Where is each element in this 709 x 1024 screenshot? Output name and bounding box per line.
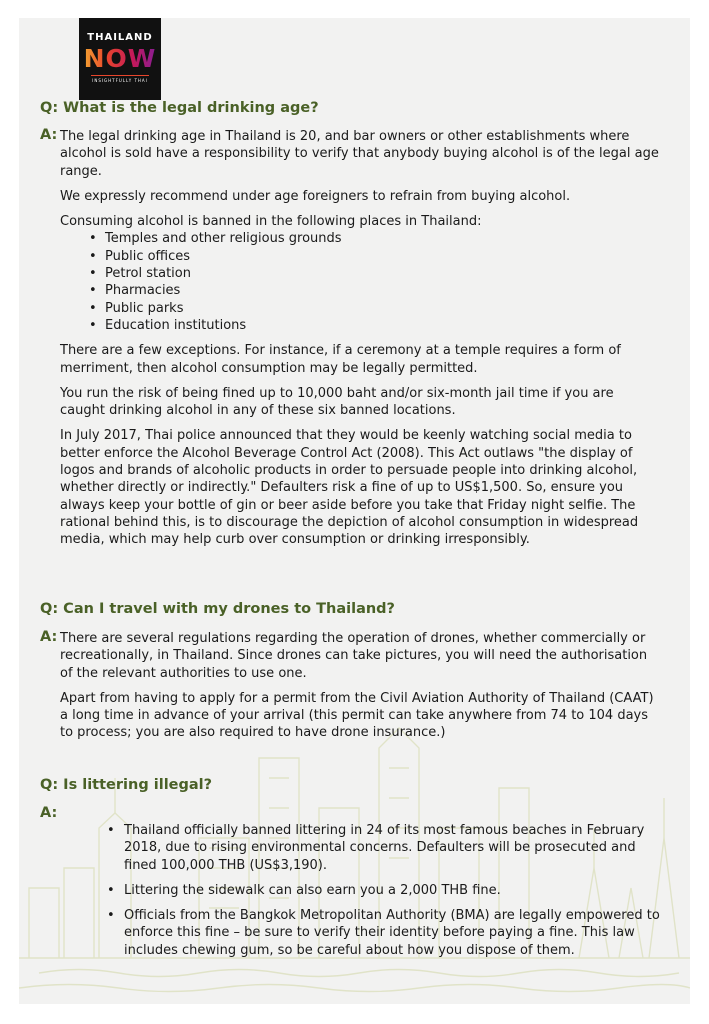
paragraph: You run the risk of being fined up to 10,000 baht and/or six-month jail time if you are caught drinking alcohol in any of these six banned locations. [60,385,614,419]
paragraph: Consuming alcohol is banned in the following places in Thailand: [60,214,482,230]
list-item: • Pharmacies [105,282,660,299]
answer-drinking-age [60,128,660,557]
list-item: • Public parks [105,300,660,317]
littering-list [124,822,664,959]
paragraph: There are a few exceptions. For instance, if a ceremony at a temple requires a form of merriment, then alcohol consumption may be legally permitted. [60,343,621,376]
paragraph: Apart from having to apply for a permit from the Civil Aviation Authority of Thailand (CAAT) a long time in advance of your arrival (this permit can take anywhere from 74 to 104 days to process; you are also required to have drone insurance.) [60,690,654,741]
document-page [19,18,690,1004]
banned-places-list [60,230,660,334]
answer-label-drones: A: [40,629,58,645]
list-item: • Education institutions [105,317,660,334]
paragraph: There are several regulations regarding the operation of drones, whether commercially or recreationally, in Thailand. Since drones can take pictures, you will need the authorisation of the relevant authorities to use one. [60,631,648,681]
paragraph: We expressly recommend under age foreigners to refrain from buying alcohol. [60,188,571,204]
list-item: • Officials from the Bangkok Metropolitan Authority (BMA) are legally empowered to enforce this fine – be sure to verify their identity before paying a fine. This law includes chewing gum, so be careful about how you dispose of them. [124,907,664,959]
answer-label-littering: A: [40,805,58,821]
question-drones: Q: Can I travel with my drones to Thailand? [40,601,395,617]
list-item: • Littering the sidewalk can also earn you a 2,000 THB fine. [124,882,664,899]
question-drinking-age: Q: What is the legal drinking age? [40,100,319,116]
answer-drones [60,630,660,750]
thailand-now-logo [79,18,161,100]
question-littering: Q: Is littering illegal? [40,777,213,793]
logo-divider [91,75,149,76]
logo-tagline: INSIGHTFULLY THAI [92,78,148,83]
logo-line-1: THAILAND [87,32,153,43]
list-item: • Petrol station [105,265,660,282]
answer-label-drinking-age: A: [40,127,58,143]
list-item: • Thailand officially banned littering in 24 of its most famous beaches in February 2018, due to rising environmental concerns. Defaulters will be prosecuted and fined 100,000 THB (US$3,190). [124,822,664,874]
paragraph: In July 2017, Thai police announced that they would be keenly watching social media to better enforce the Alcohol Beverage Control Act (2008). This Act outlaws "the display of logos and brands of alcoholic products in order to persuade people into drinking alcohol, whether directly or indirectly." Defaulters risk a fine of up to US$1,500. So, ensure you always keep your bottle of gin or beer aside before you take that Friday night selfie. The rational behind this, is to discourage the depiction of alcohol consumption in widespread media, which may help curb over consumption or drinking irresponsibly. [60,428,639,548]
list-item: • Temples and other religious grounds [105,230,660,247]
list-item: • Public offices [105,248,660,265]
paragraph: The legal drinking age in Thailand is 20, and bar owners or other establishments where alcohol is sold have a responsibility to verify that anybody buying alcohol is of the legal age range. [60,129,659,179]
answer-littering [124,822,664,967]
logo-line-2: NOW [79,45,161,73]
